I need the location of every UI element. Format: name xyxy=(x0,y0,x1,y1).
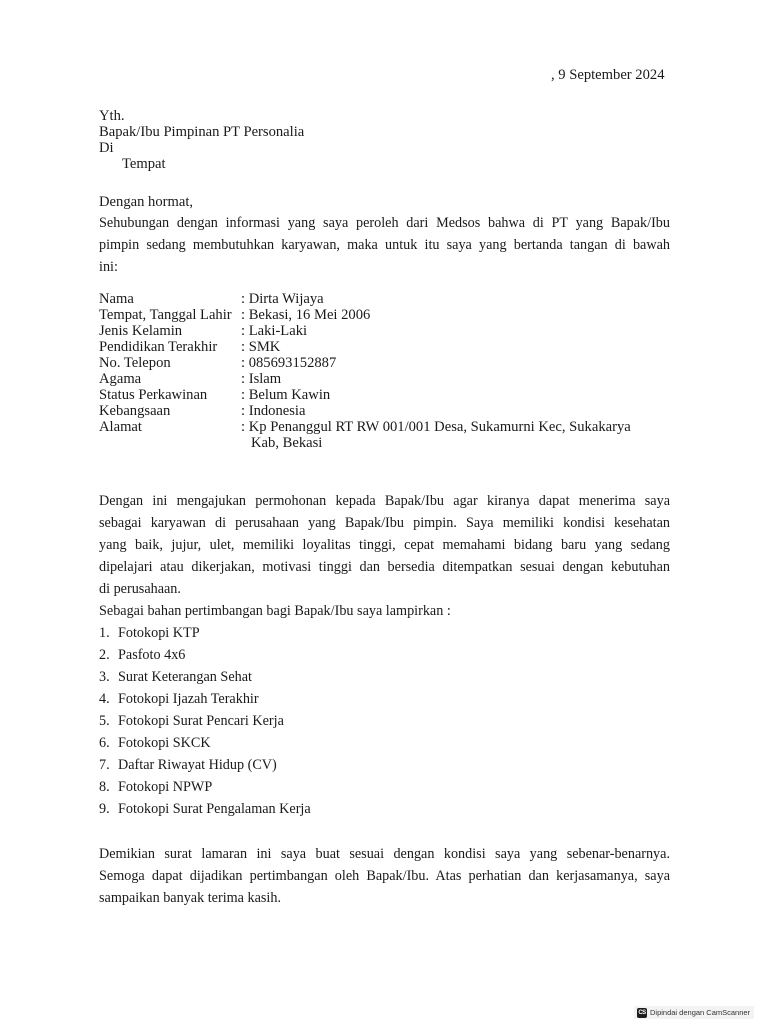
list-item-number: 4. xyxy=(99,691,110,707)
body-line: sebagai karyawan di perusahaan yang Bapak/Ibu pimpin. Saya memiliki kondisi kesehatan xyxy=(99,515,670,531)
list-item-number: 9. xyxy=(99,801,110,817)
body-line: yang baik, jujur, ulet, memiliki loyalitas tinggi, cepat memahami bidang baru yang sedang xyxy=(99,537,670,553)
body-line: dipelajari atau dikerjakan, motivasi tinggi dan bersedia ditempatkan sesuai dengan kebutuhan xyxy=(99,559,670,575)
list-item-text: Fotokopi Ijazah Terakhir xyxy=(118,691,259,707)
biodata-value: : Indonesia xyxy=(241,403,306,419)
list-item xyxy=(99,625,200,641)
list-item-number: 5. xyxy=(99,713,110,729)
biodata-value: : Kp Penanggul RT RW 001/001 Desa, Sukamurni Kec, Sukakarya xyxy=(241,419,631,435)
list-item-number: 8. xyxy=(99,779,110,795)
list-item-text: Fotokopi NPWP xyxy=(118,779,213,795)
list-item-text: Surat Keterangan Sehat xyxy=(118,669,252,685)
biodata-label: Jenis Kelamin xyxy=(99,323,183,339)
biodata-label: No. Telepon xyxy=(99,355,171,371)
address-continuation: Kab, Bekasi xyxy=(251,435,323,451)
biodata-value: : SMK xyxy=(241,339,281,355)
list-item xyxy=(99,713,284,729)
biodata-value: : Islam xyxy=(241,371,282,387)
biodata-label: Agama xyxy=(99,371,142,387)
biodata-label: Nama xyxy=(99,291,134,307)
list-item-number: 6. xyxy=(99,735,110,751)
list-item xyxy=(99,779,212,795)
biodata-value: : Laki-Laki xyxy=(241,323,308,339)
body-line: di perusahaan. xyxy=(99,581,181,597)
list-item-text: Fotokopi Surat Pencari Kerja xyxy=(118,713,284,729)
closing-line: sampaikan banyak terima kasih. xyxy=(99,890,282,906)
list-item xyxy=(99,647,185,663)
camscanner-watermark xyxy=(634,1006,754,1019)
biodata-value: : 085693152887 xyxy=(241,355,337,371)
recipient-tempat: Tempat xyxy=(122,156,166,172)
list-item xyxy=(99,735,211,751)
biodata-value: : Belum Kawin xyxy=(241,387,331,403)
recipient-di: Di xyxy=(99,140,114,156)
recipient-yth: Yth. xyxy=(99,108,125,124)
list-item xyxy=(99,669,252,685)
list-item xyxy=(99,757,277,773)
list-item-number: 7. xyxy=(99,757,110,773)
list-item xyxy=(99,691,259,707)
list-item xyxy=(99,801,311,817)
biodata-value: : Dirta Wijaya xyxy=(241,291,324,307)
list-item-text: Fotokopi SKCK xyxy=(118,735,211,751)
watermark-text: Dipindai dengan CamScanner xyxy=(650,1008,751,1017)
camscanner-logo-icon: CS xyxy=(638,1009,646,1016)
list-item-text: Pasfoto 4x6 xyxy=(118,647,186,663)
list-item-number: 1. xyxy=(99,625,110,641)
list-item-text: Fotokopi KTP xyxy=(118,625,200,641)
list-item-number: 3. xyxy=(99,669,110,685)
biodata-label: Alamat xyxy=(99,419,142,435)
intro-line: Sehubungan dengan informasi yang saya peroleh dari Medsos bahwa di PT yang Bapak/Ibu xyxy=(99,215,670,231)
attachments-intro: Sebagai bahan pertimbangan bagi Bapak/Ibu saya lampirkan : xyxy=(99,603,451,619)
list-item-text: Daftar Riwayat Hidup (CV) xyxy=(118,757,277,773)
salutation: Dengan hormat, xyxy=(99,194,194,210)
list-item-text: Fotokopi Surat Pengalaman Kerja xyxy=(118,801,311,817)
biodata-label: Pendidikan Terakhir xyxy=(99,339,218,355)
closing-line: Semoga dapat dijadikan pertimbangan oleh Bapak/Ibu. Atas perhatian dan kerjasamanya, saya xyxy=(99,868,670,884)
biodata-label: Kebangsaan xyxy=(99,403,171,419)
closing-line: Demikian surat lamaran ini saya buat sesuai dengan kondisi saya yang sebenar-benarnya. xyxy=(99,846,670,862)
intro-line: ini: xyxy=(99,259,118,275)
intro-line: pimpin sedang membutuhkan karyawan, maka untuk itu saya yang bertanda tangan di bawah xyxy=(99,237,670,253)
biodata-label: Tempat, Tanggal Lahir xyxy=(99,307,232,323)
recipient-name: Bapak/Ibu Pimpinan PT Personalia xyxy=(99,124,305,140)
biodata-value: : Bekasi, 16 Mei 2006 xyxy=(241,307,371,323)
biodata-label: Status Perkawinan xyxy=(99,387,208,403)
letter-date: , 9 September 2024 xyxy=(551,67,665,83)
list-item-number: 2. xyxy=(99,647,110,663)
body-line: Dengan ini mengajukan permohonan kepada Bapak/Ibu agar kiranya dapat menerima saya xyxy=(99,493,670,509)
